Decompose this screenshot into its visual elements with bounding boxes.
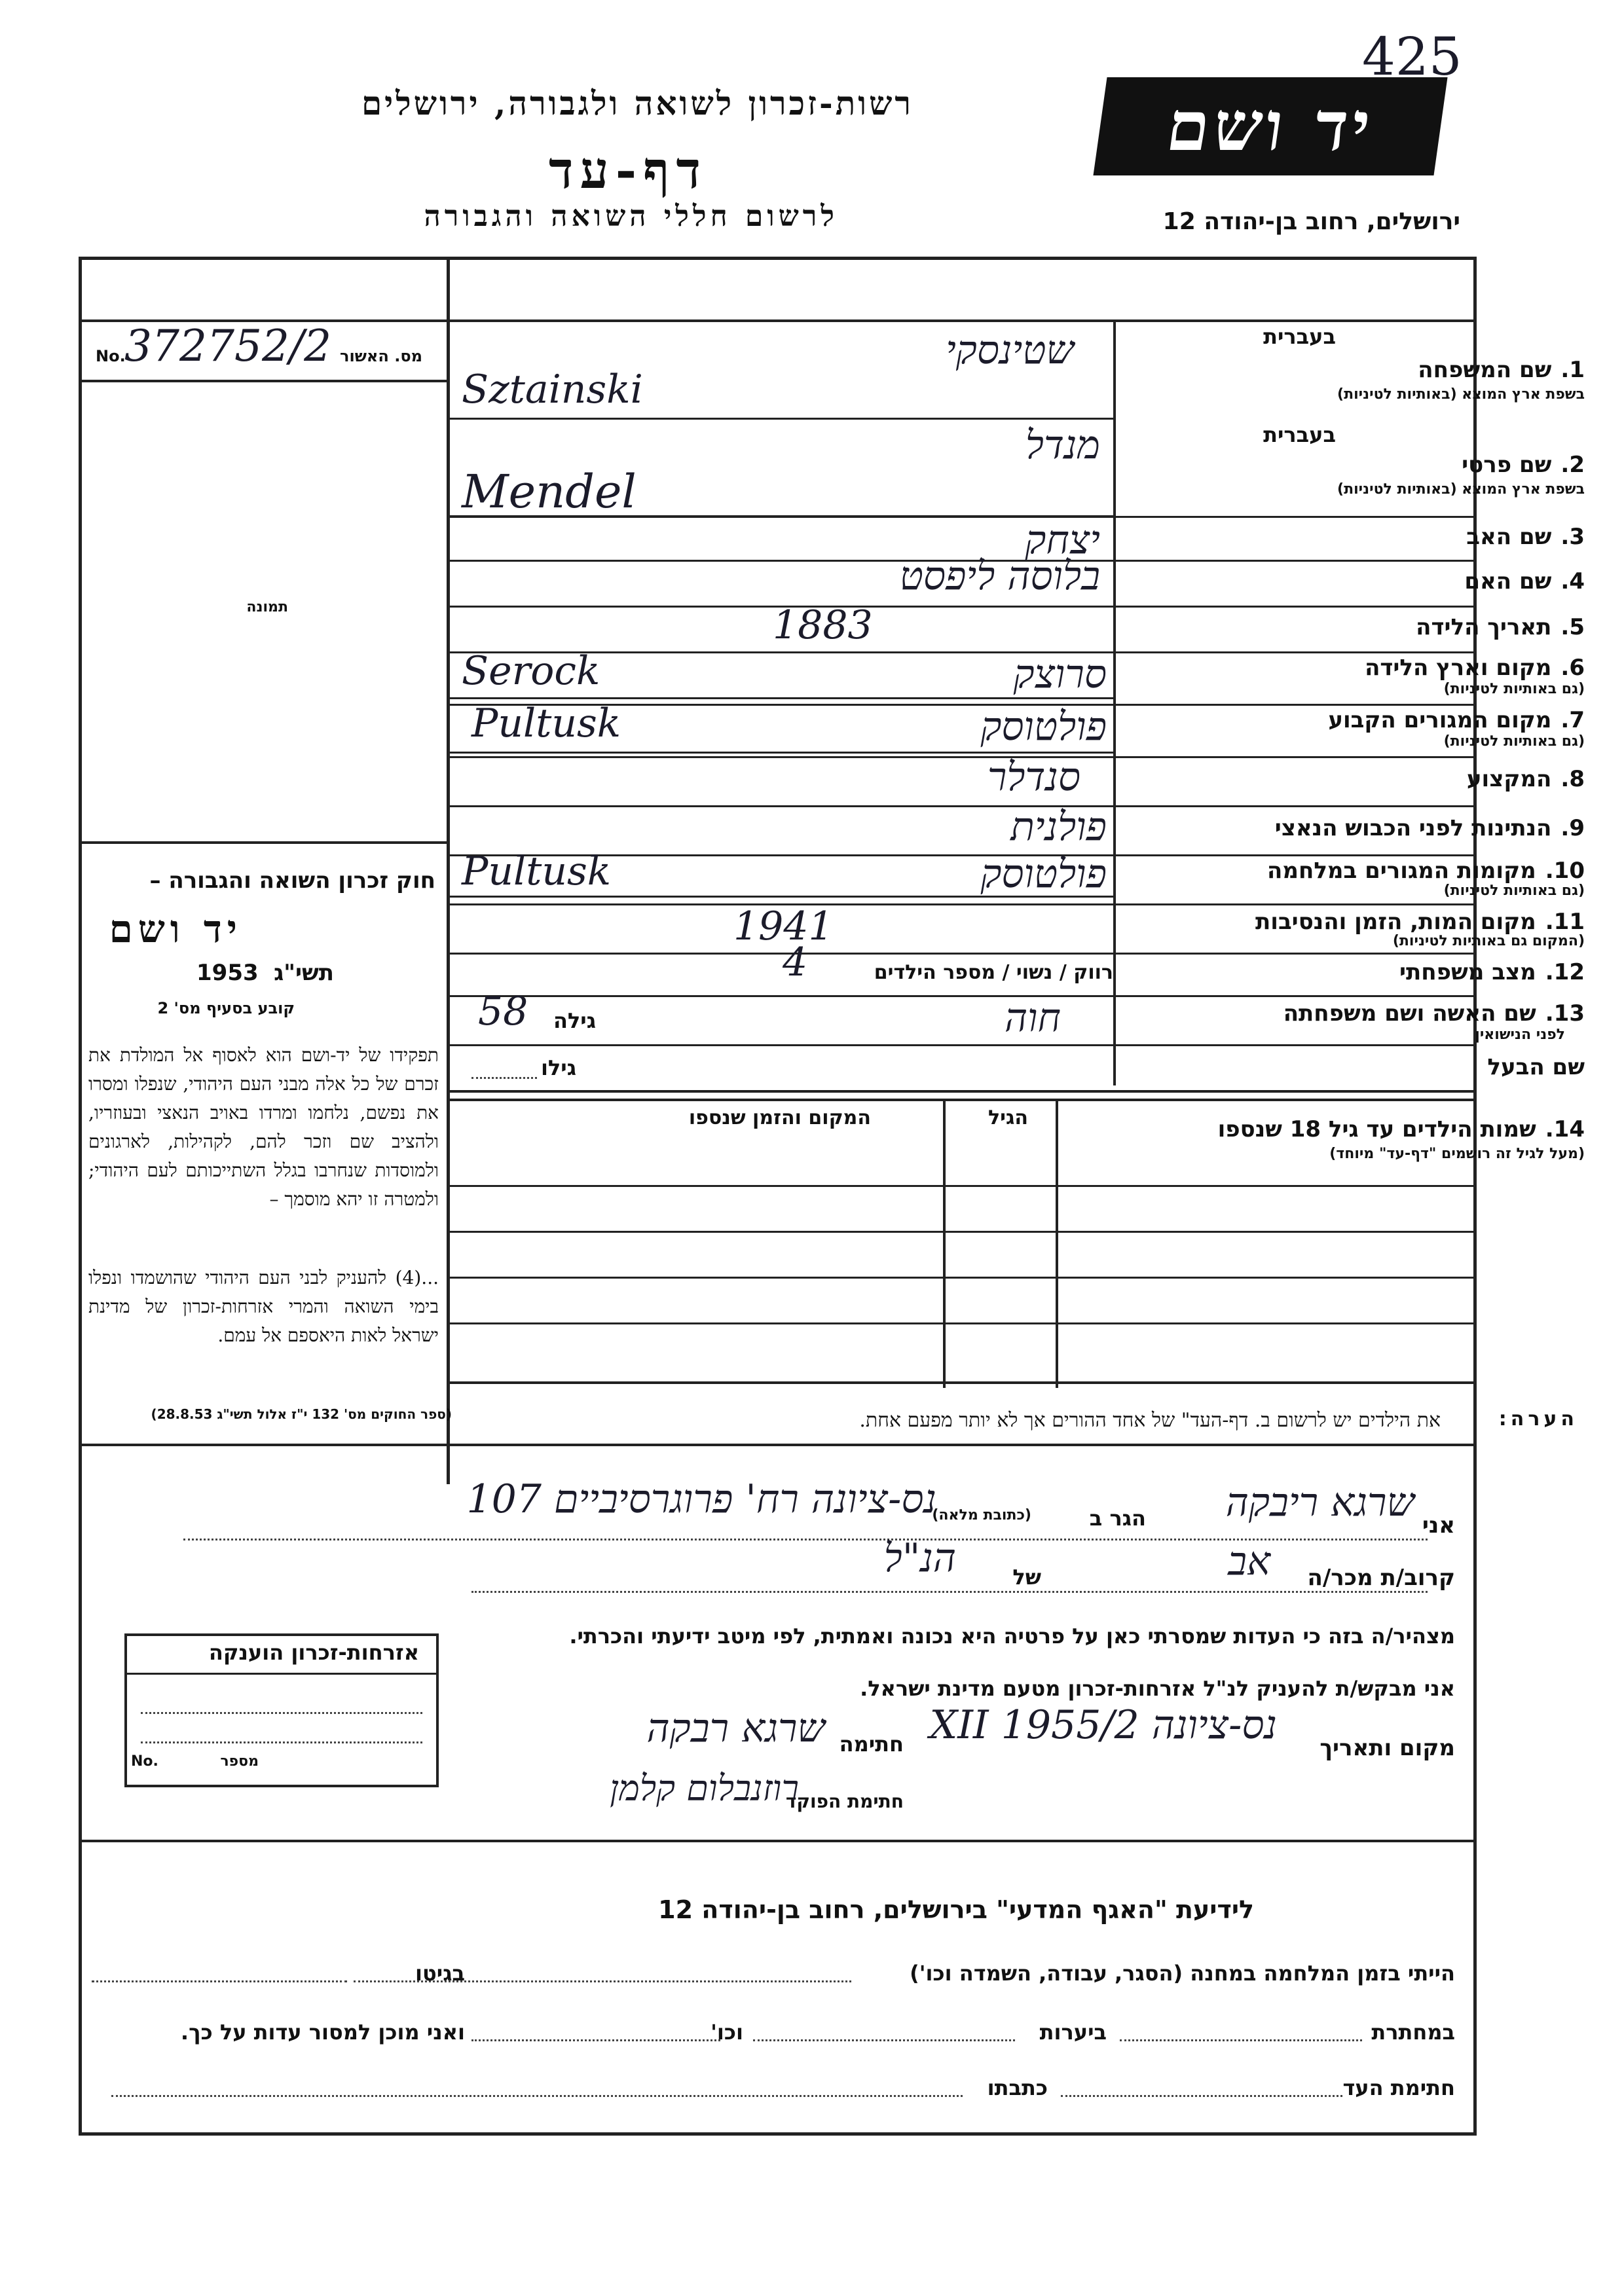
- field-10-hebrew: פולטוסק: [980, 851, 1107, 897]
- law-year: 1953: [196, 960, 259, 986]
- logo-text: יד ושם: [1162, 86, 1380, 166]
- field-8-label: 8.המקצוע: [1466, 766, 1585, 792]
- field-1-hebrew: שטינסקי: [946, 327, 1074, 373]
- footer-line3-b: כתבתו: [987, 2075, 1048, 2100]
- field-2-tag: בעברית: [1263, 422, 1336, 447]
- field-10-label: 10.מקומות המגורים במלחמה: [1267, 858, 1585, 884]
- field-11-value: 1941: [733, 903, 834, 949]
- field-2-latin: Mendel: [462, 465, 637, 519]
- approval-label: מס. האשור: [340, 347, 422, 365]
- field-9-value: פולנית: [1010, 804, 1107, 850]
- approval-number: 372752/2: [124, 321, 332, 371]
- footer-line1-b: בגיטו: [415, 1961, 465, 1986]
- place-date-value: נס-ציונה 2/XII 1955: [929, 1702, 1277, 1748]
- footer-line1-a: הייתי בזמן המלחמה במחנה (הסגר, עבודה, השמדה וכו'): [910, 1961, 1455, 1986]
- field-12-options: רווק / נשוי / מספר הילדים: [874, 961, 1113, 984]
- field-6-hebrew: סרוצק: [1013, 651, 1107, 697]
- law-source: (ספר החוקים מס' 132 י"ז אלול תשי"ג 28.8.53): [151, 1406, 452, 1422]
- of-label: של: [1012, 1565, 1041, 1590]
- org-line: רשות-זכרון לשואה ולגבורה, ירושלים: [361, 84, 913, 122]
- yad-vashem-logo: [1093, 77, 1447, 175]
- field-5-value: 1883: [773, 602, 873, 648]
- field-13-wife: חוה: [1004, 995, 1061, 1041]
- field-13-age-label: גילה: [553, 1008, 596, 1033]
- address-note: (כתובת מלאה): [932, 1507, 1031, 1523]
- field-13-label: 13.שם האשה ושם משפחתה: [1283, 1000, 1585, 1027]
- citizenship-no: No.: [131, 1753, 158, 1770]
- children-col-place: המקום והזמן שנספו: [688, 1106, 871, 1129]
- signature-value: שרגא רבקה: [646, 1705, 825, 1751]
- field-1-sub: בשפת ארץ המוצא (באותיות לטיניות): [1337, 386, 1585, 403]
- photo-label: תמונה: [246, 599, 288, 615]
- citizenship-box-title: אזרחות-זכרון הוענקה: [208, 1640, 419, 1665]
- children-label: 14.שמות הילדים עד גיל 18 שנספו: [1217, 1116, 1585, 1142]
- law-title: חוק זכרון השואה והגבורה –: [149, 867, 435, 894]
- request: אני מבקש/ת להעניק לנ"ל אזרחות-זכרון מטעם מדינת ישראל.: [860, 1676, 1455, 1701]
- law-text-2: ...(4) להעניק לבני העם היהודי שהושמדו ונפלו בימי השואה והמרי אזרחות-זכרון של מדינת ישראל לאות היאספם אל עמם.: [88, 1267, 439, 1346]
- footer-line2-c: וכו': [710, 2020, 743, 2045]
- field-11-sub: (המקום גם באותיות לטיניות): [1392, 933, 1585, 949]
- field-2-label: 2.שם פרטי: [1462, 452, 1585, 478]
- field-5-label: 5.תאריך הלידה: [1416, 614, 1585, 640]
- field-6-label: 6.מקום וארץ הלידה: [1365, 655, 1585, 681]
- field-1-label: 1.שם המשפחה: [1418, 357, 1585, 383]
- field-2-sub: בשפת ארץ המוצא (באותיות לטיניות): [1337, 481, 1585, 498]
- field-7-sub: (גם באותיות לטיניות): [1443, 733, 1585, 750]
- field-1-tag: בעברית: [1263, 324, 1336, 349]
- field-7-hebrew: פולטוסק: [980, 704, 1107, 750]
- law-clause: קובע בסעיף מס' 2: [157, 999, 295, 1017]
- official-label: חתימת הפוקד: [785, 1791, 904, 1812]
- statement: מצהיר/ה בזה כי העדות שמסרתי כאן על פרטיה היא נכונה ואמתית, לפי מיטב ידיעתי והכרתי.: [569, 1624, 1455, 1649]
- resides-label: הגר ב: [1089, 1506, 1146, 1531]
- field-3-value: יצחק: [1025, 517, 1100, 563]
- citizenship-number-label: מספר: [220, 1753, 259, 1770]
- page-number: 425: [1362, 26, 1462, 87]
- law-name: יד ושם: [109, 907, 242, 951]
- note-text: את הילדים יש לרשום ב. דף-העד" של אחד ההורים אך לא יותר מפעם אחת.: [859, 1409, 1441, 1432]
- declarant-address: נס-ציונה רח' פרוגרסיביים 107: [466, 1476, 936, 1522]
- form-subtitle: לרשום חללי השואה והגבורה: [424, 200, 838, 233]
- field-12-label: 12.מצב משפחתי: [1399, 959, 1585, 985]
- signature-label: חתימה: [839, 1732, 904, 1757]
- field-8-value: סנדלר: [987, 754, 1080, 800]
- law-text: תפקידו של יד-ושם הוא לאסוף אל המולדת את זכרם של כל אלה מבני העם היהודי, שנפלו ומסרו את נפשם, נלחמו ומרדו באויב הנאצי ובעוזריו, ולהציב שם וזכר להם, לקהילות, לארגונים ולמוסדות שנחרבו בגלל השתייכותם לעם היהודי; ולמטרה זו יהא מוסמך –: [88, 1044, 439, 1210]
- children-sub: (מעל לגיל זה רושמים "דף-עד" מיוחד): [1329, 1146, 1585, 1162]
- husband-label: שם הבעל: [1487, 1054, 1585, 1080]
- field-2-hebrew: מנדל: [1025, 422, 1100, 468]
- field-6-sub: (גם באותיות לטיניות): [1443, 681, 1585, 697]
- field-9-label: 9.הנתינות לפני הכבוש הנאצי: [1274, 815, 1585, 841]
- footer-title: לידיעת "האגף המדעי" בירושלים, רחוב בן-יהודה 12: [658, 1895, 1254, 1924]
- field-3-label: 3.שם האב: [1466, 524, 1585, 550]
- approval-prefix: No.: [96, 347, 126, 365]
- address: ירושלים, רחוב בן-יהודה 12: [1162, 208, 1460, 235]
- note-label: הערה:: [1498, 1408, 1578, 1430]
- field-13-sub: לפני הנישואין: [1475, 1027, 1565, 1043]
- declarant-name: שרגא ריבקה: [1225, 1480, 1414, 1525]
- field-4-label: 4.שם האם: [1464, 568, 1585, 594]
- field-13-wife-age: 58: [478, 989, 528, 1034]
- field-1-latin: Sztainski: [462, 367, 643, 412]
- field-10-latin: Pultusk: [462, 848, 612, 894]
- relative-label: קרוב/ת מכר/ה: [1307, 1565, 1455, 1591]
- footer-line3-a: חתימת העד: [1342, 2075, 1455, 2100]
- form-title: דף-עד: [549, 141, 707, 200]
- relation-of-value: הנ"ל: [883, 1535, 956, 1581]
- field-7-label: 7.מקום המגורים הקבוע: [1328, 707, 1585, 733]
- footer-line2-a: במחתרת: [1371, 2020, 1455, 2045]
- field-11-label: 11.מקום המות, הזמן והנסיבות: [1255, 909, 1585, 935]
- field-12-children: 4: [783, 939, 808, 985]
- place-date-label: מקום ותאריך: [1320, 1735, 1455, 1761]
- official-signature: רוזנבלום קלמן: [610, 1768, 799, 1809]
- field-10-sub: (גם באותיות לטיניות): [1443, 883, 1585, 899]
- relation-value: אב: [1228, 1539, 1270, 1584]
- footer-line2-d: ואני מוכן למסור עדות על כך.: [180, 2020, 465, 2045]
- footer-line2-b: ביערות: [1039, 2020, 1107, 2045]
- law-year-heb: תשי"ג: [274, 960, 334, 986]
- field-6-latin: Serock: [462, 648, 600, 694]
- field-7-latin: Pultusk: [471, 701, 621, 746]
- children-col-age: הגיל: [988, 1106, 1028, 1129]
- declaration-i-label: אני: [1422, 1512, 1455, 1539]
- husband-age-label: גילו: [540, 1055, 576, 1080]
- field-4-value: בלוסה ליפסט: [899, 553, 1100, 599]
